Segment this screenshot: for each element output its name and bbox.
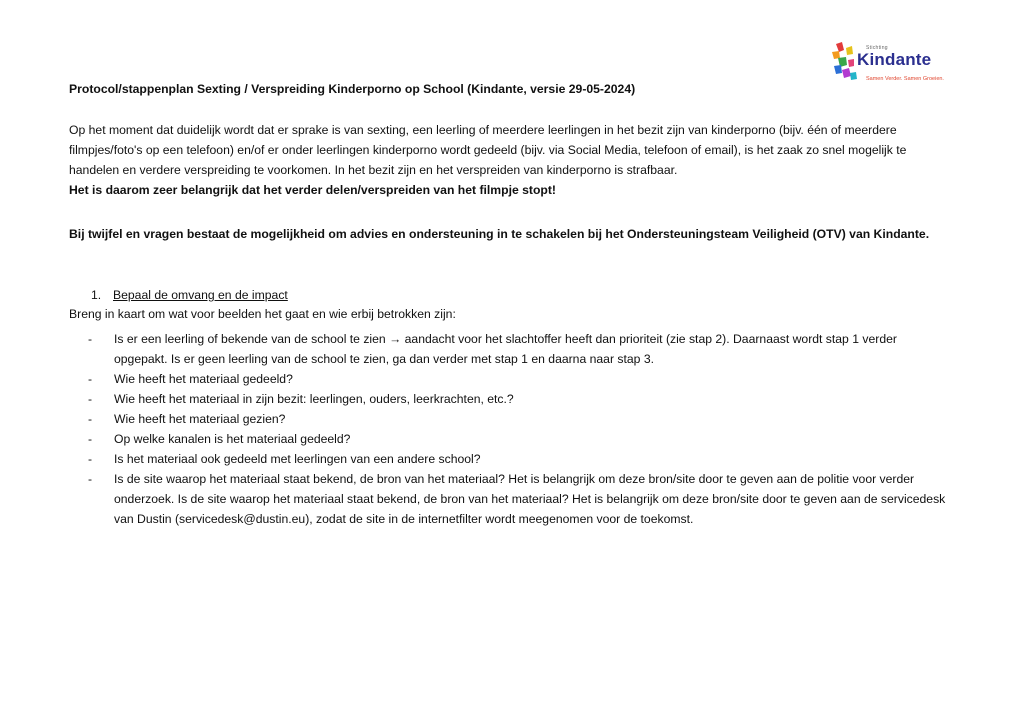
list-item bbox=[88, 389, 948, 409]
bullet: - bbox=[88, 472, 93, 486]
list-item-text: Is er een leerling of bekende van de school te zien → aandacht voor het slachtoffer heeft dan prioriteit (zie stap 2). Daarnaast wordt stap 1 verder opgepakt. Is er geen leerling van de school te zien, ga dan verder met stap 1 en daarna naar stap 3. bbox=[114, 332, 897, 366]
bullet: - bbox=[88, 452, 93, 466]
step1-list bbox=[88, 329, 948, 529]
step1-heading-text: Bepaal de omvang en de impact bbox=[113, 288, 288, 302]
bullet: - bbox=[88, 412, 93, 426]
list-item bbox=[88, 409, 948, 429]
support-paragraph: Bij twijfel en vragen bestaat de mogelijkheid om advies en ondersteuning in te schakelen bij het Ondersteuningsteam Veiligheid (OTV) van Kindante. bbox=[69, 227, 930, 241]
logo-tagline: Samen Verder. Samen Groeien. bbox=[866, 76, 944, 82]
list-item bbox=[88, 369, 948, 389]
list-item-text: Is de site waarop het materiaal staat bekend, de bron van het materiaal? Het is belangrijk om deze bron/site door te geven aan de politie voor verder onderzoek. Is de site waarop het materiaal staat bekend, de bron van het materiaal? Het is belangrijk om deze bron/site door te geven aan de servicedesk van Dustin (servicedesk@dustin.eu), zodat de site in de internetfilter wordt meegenomen voor de toekomst. bbox=[114, 472, 946, 526]
step1-heading bbox=[91, 288, 288, 302]
step1-number: 1. bbox=[91, 288, 102, 302]
step1-intro: Breng in kaart om wat voor beelden het gaat en wie erbij betrokken zijn: bbox=[69, 307, 456, 321]
intro-paragraph: Op het moment dat duidelijk wordt dat er sprake is van sexting, een leerling of meerdere leerlingen in het bezit zijn van kinderporno (bijv. één of meerdere filmpjes/foto's op een telefoon) en/of er onder leerlingen kinderporno wordt gedeeld (bijv. via Social Media, telefoon of email), is het zaak zo snel mogelijk te handelen en verdere verspreiding te voorkomen. In het bezit zijn en het verspreiden van kinderporno is strafbaar. bbox=[69, 123, 907, 177]
bullet: - bbox=[88, 332, 93, 346]
list-item-text: Wie heeft het materiaal gedeeld? bbox=[114, 372, 293, 386]
list-item-text: Wie heeft het materiaal gezien? bbox=[114, 412, 286, 426]
bullet: - bbox=[88, 372, 93, 386]
logo-name: Kindante bbox=[857, 50, 932, 69]
bullet: - bbox=[88, 392, 93, 406]
list-item-text: Wie heeft het materiaal in zijn bezit: leerlingen, ouders, leerkrachten, etc.? bbox=[114, 392, 514, 406]
bullet: - bbox=[88, 432, 93, 446]
important-line: Het is daarom zeer belangrijk dat het verder delen/verspreiden van het filmpje stopt! bbox=[69, 183, 556, 197]
list-item bbox=[88, 329, 948, 369]
document-title: Protocol/stappenplan Sexting / Verspreiding Kinderporno op School (Kindante, versie 29-05-2024) bbox=[69, 82, 636, 96]
list-item bbox=[88, 449, 948, 469]
logo-small-text: Stichting bbox=[866, 45, 888, 51]
list-item bbox=[88, 429, 948, 449]
list-item bbox=[88, 469, 948, 529]
list-item-text: Op welke kanalen is het materiaal gedeeld? bbox=[114, 432, 351, 446]
intro-section bbox=[69, 120, 949, 200]
list-item-text: Is het materiaal ook gedeeld met leerlingen van een andere school? bbox=[114, 452, 481, 466]
